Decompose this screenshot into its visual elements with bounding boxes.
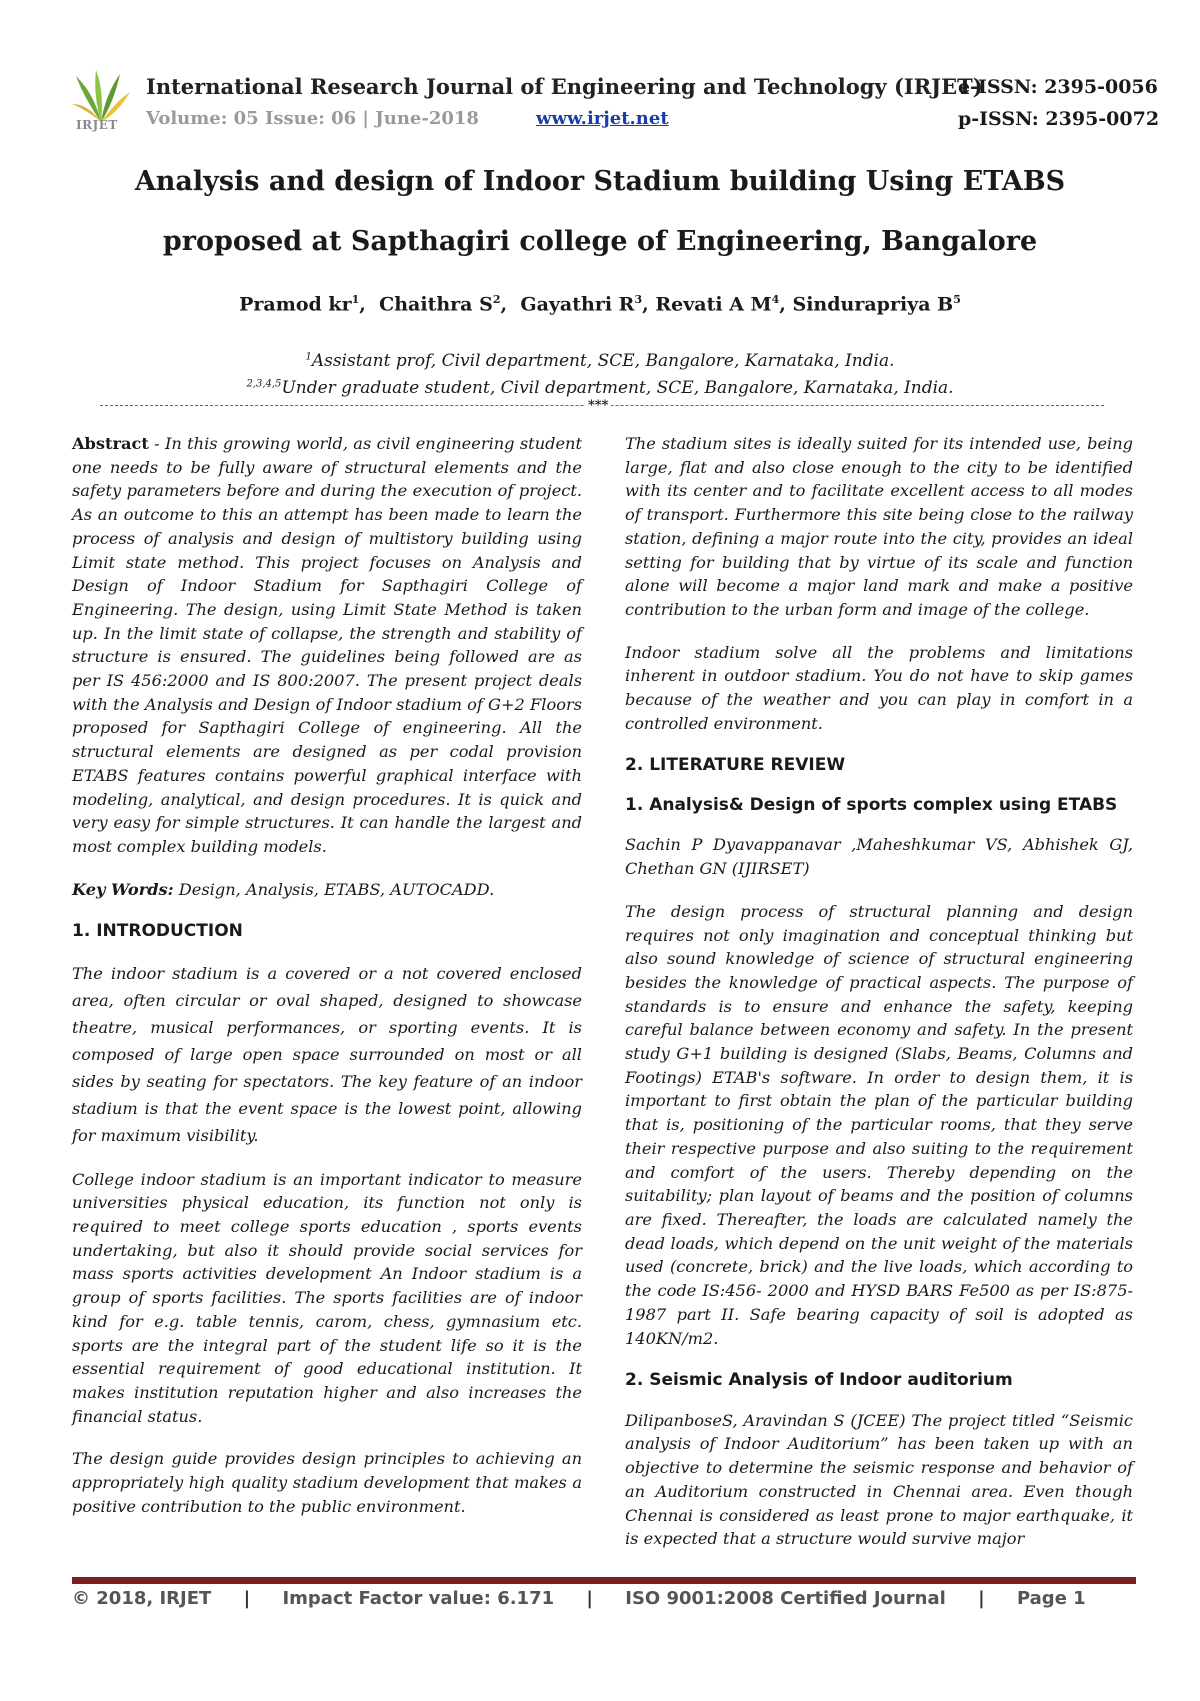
body-paragraph: Indoor stadium solve all the problems and limitations inherent in outdoor stadium. You do not have to skip games because of the weather and you can play in comfort in a controlled environment. bbox=[625, 642, 1133, 733]
left-column bbox=[72, 432, 582, 1538]
footer-separator: | bbox=[978, 1588, 985, 1609]
paper-title-line2: proposed at Sapthagiri college of Engineering, Bangalore bbox=[162, 226, 1038, 257]
subsection-heading: 2. Seismic Analysis of Indoor auditorium bbox=[625, 1370, 1013, 1391]
keywords: Key Words: Design, Analysis, ETABS, AUTOCADD. bbox=[72, 879, 495, 899]
footer-separator: | bbox=[243, 1588, 251, 1609]
reference-authors: Sachin P Dyavappanavar ,Maheshkumar VS, Abhishek GJ, Chethan GN (IJIRSET) bbox=[625, 835, 1133, 879]
abstract-label: Abstract bbox=[72, 434, 149, 453]
volume-issue: Volume: 05 Issue: 06 | June-2018 bbox=[146, 108, 479, 129]
logo-text: IRJET bbox=[76, 118, 118, 132]
author-name: Chaithra S bbox=[379, 293, 493, 316]
author-name: Pramod kr bbox=[239, 293, 352, 316]
website-link[interactable]: www.irjet.net bbox=[536, 108, 669, 129]
intro-heading: 1. INTRODUCTION bbox=[72, 921, 243, 942]
footer-page-number: Page 1 bbox=[1016, 1588, 1086, 1609]
intro-paragraph: The design guide provides design principles to achieving an appropriately high quality stadium development that makes a positive contribution to the public environment. bbox=[72, 1449, 582, 1516]
journal-name: International Research Journal of Engineering and Technology (IRJET) bbox=[146, 74, 983, 99]
body-paragraph: The design process of structural planning and design requires not only imagination and conceptual thinking but also sound knowledge of science of structural engineering besides the knowledge of practical aspects. The purpose of standards is to ensure and enhance the safety, keeping careful balance between economy and safety. In the present study G+1 building is designed (Slabs, Beams, Columns and Footings) ETAB's software. In order to design them, it is important to first obtain the plan of the particular building that is, positioning of the particular rooms, that they serve their respective purpose and also suiting to the requirement and comfort of the users. Thereby depending on the suitability; plan layout of beams and the position of columns are fixed. Thereafter, the loads are calculated namely the dead loads, which depend on the unit weight of the materials used (concrete, brick) and the live loads, which according to the code IS:456- 2000 and HYSD BARS Fe500 as per IS:875-1987 part II. Safe bearing capacity of soil is adopted as 140KN/m2. bbox=[625, 901, 1133, 1348]
author-list: Pramod $kr^1$, Chaithra $S^2$, Gayathri $R^3$, Revati A $M^4$, Sindurapriya $B^5$ bbox=[239, 293, 961, 316]
intro-paragraph: The indoor stadium is a covered or a not covered enclosed area, often circular or oval shaped, designed to showcase theatre, musical performances, or sporting events. It is composed of large open space surrounded on most or all sides by seating for spectators. The key feature of an indoor stadium is that the event space is the lowest point, allowing for maximum visibility. bbox=[72, 963, 582, 1145]
page-footer bbox=[72, 1588, 1086, 1609]
author-name: Gayathri R bbox=[520, 293, 635, 316]
paper-title-line1: Analysis and design of Indoor Stadium building Using ETABS bbox=[134, 166, 1066, 197]
intro-paragraph: College indoor stadium is an important indicator to measure universities physical education, its function not only is required to meet college sports education , sports events undertaking, but also it should provide social services for mass sports activities development An Indoor stadium is a group of sports facilities. The sports facilities are of indoor kind for e.g. table tennis, carom, chess, gymnasium etc. sports are the integral part of the student life so it is the essential requirement of good educational institution. It makes institution reputation higher and also increases the financial status. bbox=[72, 1169, 582, 1426]
affiliation-2: $^{2,3,4,5}$Under graduate student, Civil department, SCE, Bangalore, Karnataka, India. bbox=[246, 378, 954, 398]
footer-separator: | bbox=[586, 1588, 593, 1609]
author-name: Revati A M bbox=[655, 293, 772, 316]
right-column bbox=[625, 432, 1133, 1570]
literature-review-heading: 2. LITERATURE REVIEW bbox=[625, 755, 846, 776]
footer-bar bbox=[72, 1577, 1136, 1584]
leaf-logo-icon bbox=[70, 66, 132, 126]
p-issn: p-ISSN: 2395-0072 bbox=[958, 108, 1160, 130]
e-issn: e-ISSN: 2395-0056 bbox=[958, 76, 1158, 98]
subsection-heading: 1. Analysis& Design of sports complex using ETABS bbox=[625, 794, 1118, 815]
author-name: Sindurapriya B bbox=[792, 293, 954, 316]
keywords-label: Key Words: bbox=[72, 879, 174, 899]
body-paragraph: DilipanboseS, Aravindan S (JCEE) The project titled “Seismic analysis of Indoor Auditorium” has been taken up with an objective to determine the seismic response and behavior of an Auditorium constructed in Chennai area. Even though Chennai is considered as least prone to major earthquake, it is expected that a structure would survive major bbox=[625, 1410, 1133, 1549]
divider-stars: *** bbox=[585, 398, 611, 413]
affiliation-1: $^1$Assistant prof, Civil department, SCE, Bangalore, Karnataka, India. bbox=[305, 351, 895, 371]
footer-iso: ISO 9001:2008 Certified Journal bbox=[625, 1588, 946, 1609]
footer-copyright: © 2018, IRJET bbox=[72, 1588, 212, 1609]
abstract: Abstract - In this growing world, as civil engineering student one needs to be fully aware of structural elements and the safety parameters before and during the execution of project. As an outcome to this an attempt has been made to learn the process of analysis and design of multistory building using Limit state method. This project focuses on Analysis and Design of Indoor Stadium for Sapthagiri College of Engineering. The design, using Limit State Method is taken up. In the limit state of collapse, the strength and stability of structure is ensured. The guidelines being followed are as per IS 456:2000 and IS 800:2007. The present project deals with the Analysis and Design of Indoor stadium of G+2 Floors proposed for Sapthagiri College of engineering. All the structural elements are designed as per codal provision ETABS features contains powerful graphical interface with modeling, analytical, and design procedures. It is quick and very easy for simple structures. It can handle the largest and most complex building models. bbox=[72, 434, 582, 856]
footer-impact-factor: Impact Factor value: 6.171 bbox=[282, 1588, 555, 1609]
body-paragraph: The stadium sites is ideally suited for its intended use, being large, flat and also close enough to the city to be identified with its center and to facilitate excellent access to all modes of transport. Furthermore this site being close to the railway station, defining a major route into the city, provides an ideal setting for building that by virtue of its scale and function alone will become a major land mark and make a positive contribution to the urban form and image of the college. bbox=[625, 434, 1133, 619]
